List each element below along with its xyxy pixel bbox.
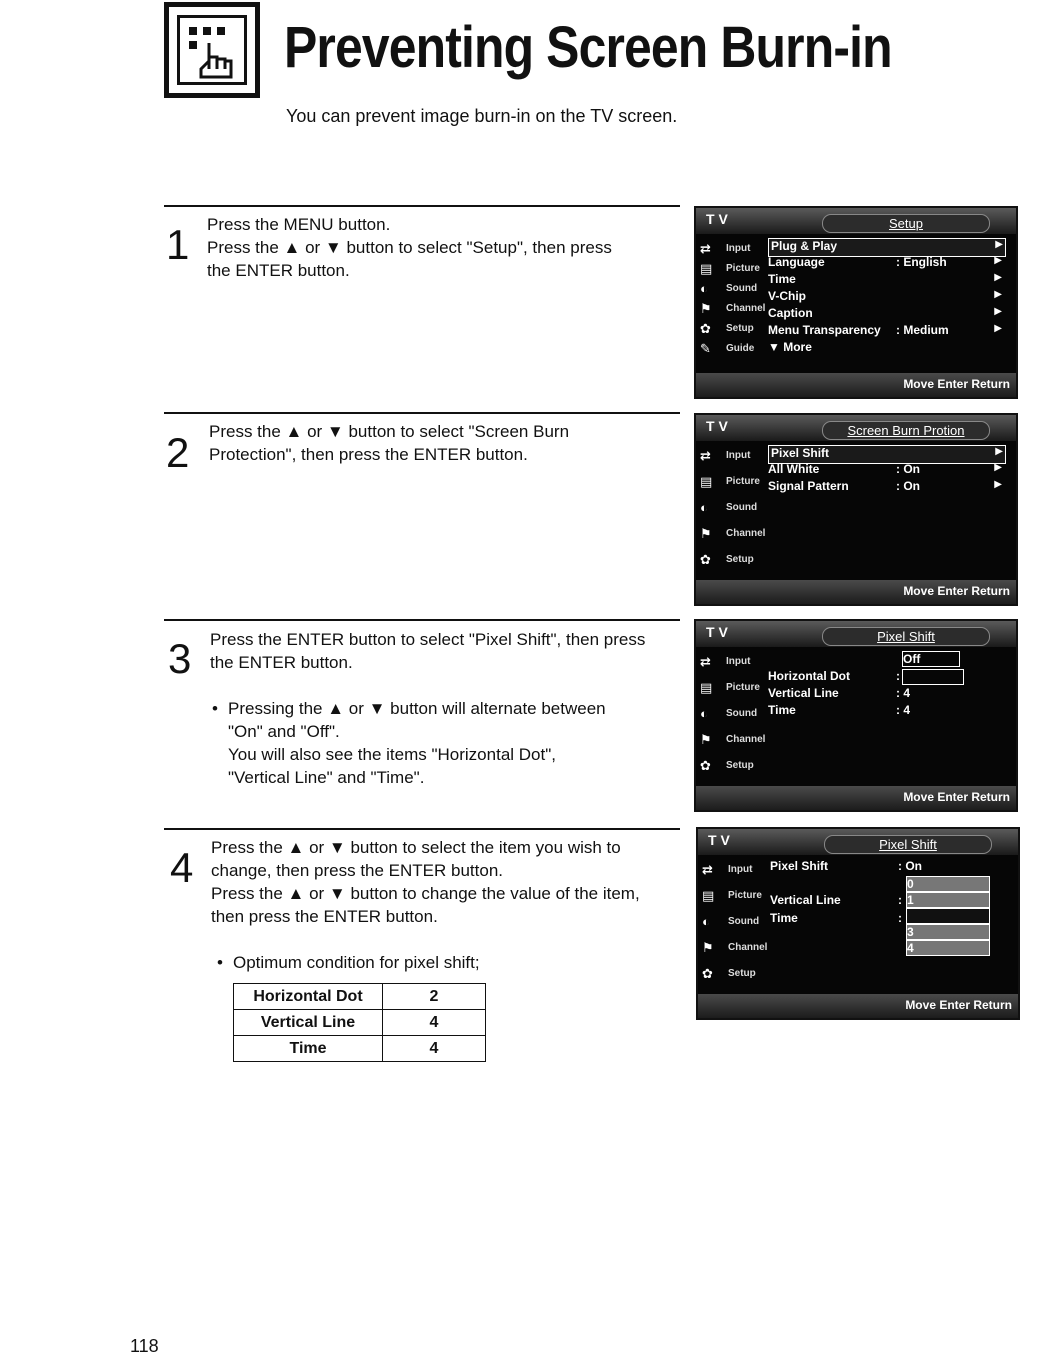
step-1-line: the ENTER button. xyxy=(207,261,350,280)
tv-screen-burn-protection xyxy=(694,413,1018,606)
tv-side-sound: ◐ Sound xyxy=(700,706,758,721)
tv-menu-item: Caption ▶ xyxy=(768,306,1002,320)
tv-option-off: Off xyxy=(902,651,960,667)
input-icon: ⇄ xyxy=(700,241,711,256)
tv-menu-item: Time : xyxy=(770,911,902,925)
tv-sidebar xyxy=(698,855,766,994)
step-4-line: change, then press the ENTER button. xyxy=(211,861,504,880)
channel-icon: ⚑ xyxy=(700,301,712,316)
step-4-bullet-line: Optimum condition for pixel shift; xyxy=(233,953,480,972)
picture-icon: ▤ xyxy=(702,888,715,903)
tv-side-guide: ✎ Guide xyxy=(700,341,755,356)
table-row xyxy=(234,984,486,1010)
tv-option: 4 xyxy=(906,940,990,956)
tv-side-channel: ⚑ Channel xyxy=(702,940,768,955)
tv-menu-item: Signal Pattern : On ▶ xyxy=(768,479,1002,493)
tv-topbar xyxy=(696,415,1016,441)
tv-bottombar: Move Enter Return xyxy=(696,373,1016,397)
step-3-text xyxy=(210,628,680,674)
tv-side-picture: ▤ Picture xyxy=(702,888,762,903)
tv-side-picture: ▤ Picture xyxy=(700,474,760,489)
tv-label: T V xyxy=(706,211,728,227)
tv-side-channel: ⚑ Channel xyxy=(700,526,766,541)
table-row xyxy=(234,1036,486,1062)
tv-menu-item: Vertical Line : 4 xyxy=(768,686,911,700)
table-cell-value: 4 xyxy=(383,1010,486,1036)
tv-sidebar xyxy=(696,441,764,580)
step-3-line: the ENTER button. xyxy=(210,653,353,672)
step-4-bullet: • Optimum condition for pixel shift; xyxy=(233,951,683,974)
tv-menu-tab: Pixel Shift xyxy=(822,627,990,646)
channel-icon: ⚑ xyxy=(700,732,712,747)
step-4-text xyxy=(211,836,681,928)
step-3-line: Press the ENTER button to select "Pixel Shift", then press xyxy=(210,630,646,649)
channel-icon: ⚑ xyxy=(700,526,712,541)
tv-screen-setup xyxy=(694,206,1018,399)
tv-menu-item: Pixel Shift ▶ xyxy=(768,445,1006,464)
tv-menu-item: All White : On ▶ xyxy=(768,462,1002,476)
tv-menu-item: Language : English ▶ xyxy=(768,255,1002,269)
tv-side-sound: ◐ Sound xyxy=(702,914,760,929)
tv-menu-item: Pixel Shift : On xyxy=(770,859,922,873)
step-2-line: Protection", then press the ENTER button. xyxy=(209,445,528,464)
input-icon: ⇄ xyxy=(700,654,711,669)
step-3-bullet-line: "On" and "Off". xyxy=(228,722,340,741)
step-3-bullet-line: Pressing the ▲ or ▼ button will alternate between xyxy=(228,699,606,718)
tv-side-setup: ✿ Setup xyxy=(702,966,756,981)
table-cell-value: 2 xyxy=(383,984,486,1010)
table-cell-name: Horizontal Dot xyxy=(234,984,383,1010)
step-4-number: 4 xyxy=(170,844,194,891)
tv-side-channel: ⚑ Channel xyxy=(700,732,766,747)
step-3-number: 3 xyxy=(168,635,192,682)
tv-menu-item: ▼ More xyxy=(768,340,812,354)
step-2-text xyxy=(209,420,679,466)
tv-option: 3 xyxy=(906,924,990,940)
tv-side-picture: ▤ Picture xyxy=(700,261,760,276)
step-3-rule xyxy=(164,619,680,621)
table-cell-name: Time xyxy=(234,1036,383,1062)
step-4-rule xyxy=(164,828,680,830)
step-1-text xyxy=(207,213,677,282)
tv-label: T V xyxy=(706,624,728,640)
step-4-line: Press the ▲ or ▼ button to select the item you wish to xyxy=(211,838,621,857)
step-3-bullet-line: "Vertical Line" and "Time". xyxy=(228,768,425,787)
picture-icon: ▤ xyxy=(700,680,713,695)
table-row xyxy=(234,1010,486,1036)
tv-menu-item: Time : 4 xyxy=(768,703,911,717)
tv-menu-item: V-Chip ▶ xyxy=(768,289,1002,303)
tv-side-picture: ▤ Picture xyxy=(700,680,760,695)
input-icon: ⇄ xyxy=(702,862,713,877)
tv-option: 1 xyxy=(906,892,990,908)
tv-menu-tab: Screen Burn Protion xyxy=(822,421,990,440)
setup-icon: ✿ xyxy=(702,966,713,981)
step-1-rule xyxy=(164,205,680,207)
tv-side-setup: ✿ Setup xyxy=(700,321,754,336)
tv-sidebar xyxy=(696,647,764,786)
table-cell-value: 4 xyxy=(383,1036,486,1062)
tv-topbar xyxy=(696,621,1016,647)
step-1-line: Press the MENU button. xyxy=(207,215,391,234)
step-1-number: 1 xyxy=(166,221,190,268)
setup-icon: ✿ xyxy=(700,758,711,773)
tv-option: 0 xyxy=(906,876,990,892)
sound-icon: ◐ xyxy=(700,706,708,721)
sound-icon: ◐ xyxy=(702,914,710,929)
step-2-rule xyxy=(164,412,680,414)
step-4-line: Press the ▲ or ▼ button to change the value of the item, xyxy=(211,884,640,903)
tv-side-sound: ◐ Sound xyxy=(700,281,758,296)
tv-option-selected xyxy=(906,908,990,924)
tv-side-sound: ◐ Sound xyxy=(700,500,758,515)
tv-menu-item: Vertical Line : xyxy=(770,893,902,907)
page-number: 118 xyxy=(130,1336,159,1356)
tv-label: T V xyxy=(706,418,728,434)
tv-screen-pixel-shift-on xyxy=(696,827,1020,1020)
input-icon: ⇄ xyxy=(700,448,711,463)
tv-side-input: ⇄ Input xyxy=(700,654,751,669)
tv-side-setup: ✿ Setup xyxy=(700,758,754,773)
step-2-line: Press the ▲ or ▼ button to select "Screen Burn xyxy=(209,422,570,441)
tv-topbar xyxy=(698,829,1018,855)
sound-icon: ◐ xyxy=(700,500,708,515)
page-subtitle: You can prevent image burn-in on the TV screen. xyxy=(286,106,678,126)
guide-icon: ✎ xyxy=(700,341,711,356)
tv-menu-item: Horizontal Dot : xyxy=(768,669,900,683)
channel-icon: ⚑ xyxy=(702,940,714,955)
tv-side-input: ⇄ Input xyxy=(700,448,751,463)
step-2-number: 2 xyxy=(166,429,190,476)
step-3-bullet: • Pressing the ▲ or ▼ button will alternate between "On" and "Off". You will also see the items "Horizontal Dot", "Vertical Line" and "Time". xyxy=(228,697,678,789)
tv-menu-item: Plug & Play ▶ xyxy=(768,238,1006,257)
setup-icon: ✿ xyxy=(700,321,711,336)
step-3-bullet-line: You will also see the items "Horizontal Dot", xyxy=(228,745,556,764)
tv-side-channel: ⚑ Channel xyxy=(700,301,766,316)
page-title: Preventing Screen Burn-in xyxy=(284,15,892,80)
picture-icon: ▤ xyxy=(700,474,713,489)
tv-bottombar: Move Enter Return xyxy=(696,786,1016,810)
tv-bottombar: Move Enter Return xyxy=(696,580,1016,604)
tv-side-setup: ✿ Setup xyxy=(700,552,754,567)
tv-bottombar: Move Enter Return xyxy=(698,994,1018,1018)
table-cell-name: Vertical Line xyxy=(234,1010,383,1036)
section-hand-icon xyxy=(164,2,260,98)
tv-side-input: ⇄ Input xyxy=(702,862,753,877)
step-1-line: Press the ▲ or ▼ button to select "Setup", then press xyxy=(207,238,612,257)
tv-screen-pixel-shift-off xyxy=(694,619,1018,812)
sound-icon: ◐ xyxy=(700,281,708,296)
tv-label: T V xyxy=(708,832,730,848)
setup-icon: ✿ xyxy=(700,552,711,567)
tv-menu-item: Time ▶ xyxy=(768,272,1002,286)
tv-menu-tab: Pixel Shift xyxy=(824,835,992,854)
tv-topbar xyxy=(696,208,1016,234)
tv-side-input: ⇄ Input xyxy=(700,241,751,256)
tv-menu-item: Menu Transparency : Medium ▶ xyxy=(768,323,1002,337)
tv-sidebar xyxy=(696,234,764,373)
tv-menu-tab: Setup xyxy=(822,214,990,233)
step-4-line: then press the ENTER button. xyxy=(211,907,438,926)
pixel-shift-table xyxy=(233,983,486,1062)
picture-icon: ▤ xyxy=(700,261,713,276)
